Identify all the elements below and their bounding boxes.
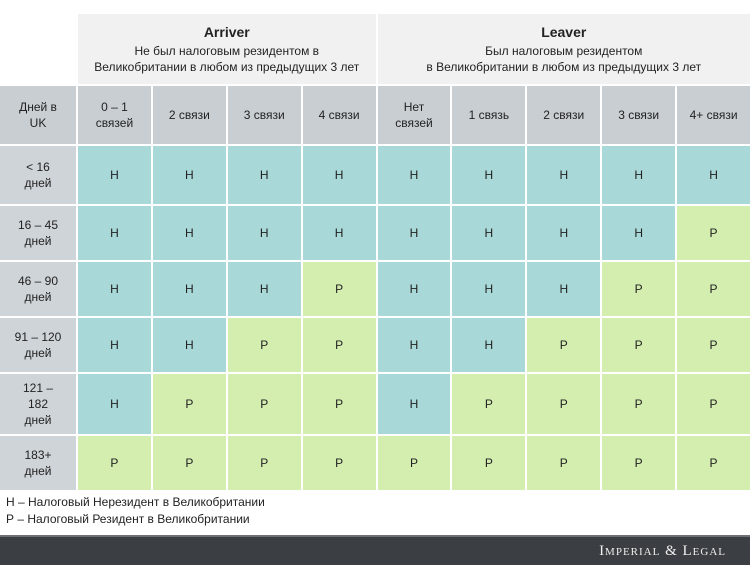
column-header: 4 связи (303, 86, 376, 144)
table-cell: Р (527, 436, 600, 490)
table-cell: Р (452, 374, 525, 434)
table-cell: Н (303, 146, 376, 204)
corner-header: Дней в UK (0, 86, 76, 144)
table-cell: Н (378, 146, 451, 204)
group-desc: Был налоговым резидентом (485, 43, 643, 58)
row-header: 183+ дней (0, 436, 76, 490)
column-header: 4+ связи (677, 86, 750, 144)
table-cell: Р (378, 436, 451, 490)
table-cell: Н (78, 206, 151, 260)
row-header: 16 – 45 дней (0, 206, 76, 260)
table-cell: Р (153, 436, 226, 490)
table-cell: Р (677, 206, 750, 260)
table-cell: Р (303, 374, 376, 434)
residence-table (0, 14, 750, 490)
group-header-leaver (378, 14, 750, 84)
group-header-arriver (78, 14, 376, 84)
group-title: Leaver (541, 23, 587, 40)
table-cell: Н (452, 206, 525, 260)
table-cell: Н (452, 318, 525, 372)
group-desc: Не был налоговым резидентом в (134, 43, 320, 58)
table-cell: Р (527, 374, 600, 434)
table-cell: Н (527, 262, 600, 316)
empty-corner (0, 14, 76, 84)
table-cell: Н (228, 262, 301, 316)
table-cell: Н (153, 262, 226, 316)
table-cell: Н (378, 374, 451, 434)
row-header: 121 – 182 дней (0, 374, 76, 434)
table-cell: Р (153, 374, 226, 434)
table-cell: Р (677, 374, 750, 434)
table-cell: Н (452, 262, 525, 316)
table-cell: Р (228, 436, 301, 490)
group-desc: Великобритании в любом из предыдущих 3 лет (94, 59, 360, 74)
table-cell: Н (153, 146, 226, 204)
table-cell: Р (303, 318, 376, 372)
imperial-legal-logo: Imperial & Legal (599, 543, 726, 559)
legend-resident: Р – Налоговый Резидент в Великобритании (6, 512, 250, 526)
footer-bar (0, 535, 750, 565)
column-header: 0 – 1 связей (78, 86, 151, 144)
table-cell: Р (527, 318, 600, 372)
table-cell: Р (677, 318, 750, 372)
table-cell: Р (602, 262, 675, 316)
table-cell: Р (677, 436, 750, 490)
table-cell: Н (228, 206, 301, 260)
table-cell: Р (602, 374, 675, 434)
table-cell: Н (228, 146, 301, 204)
table-cell: Н (527, 146, 600, 204)
table-cell: Н (78, 318, 151, 372)
column-header: 1 связь (452, 86, 525, 144)
table-cell: Н (378, 206, 451, 260)
table-cell: Н (78, 146, 151, 204)
table-cell: Н (602, 206, 675, 260)
table-cell: Н (303, 206, 376, 260)
table-cell: Р (677, 262, 750, 316)
row-header: < 16 дней (0, 146, 76, 204)
group-desc: в Великобритании в любом из предыдущих 3 лет (426, 59, 702, 74)
table-cell: Н (602, 146, 675, 204)
column-header: Нет связей (378, 86, 451, 144)
column-header: 2 связи (527, 86, 600, 144)
table-cell: Н (452, 146, 525, 204)
table-cell: Р (303, 262, 376, 316)
table-cell: Н (378, 262, 451, 316)
column-header: 3 связи (228, 86, 301, 144)
table-cell: Р (602, 318, 675, 372)
row-header: 91 – 120 дней (0, 318, 76, 372)
table-cell: Р (78, 436, 151, 490)
legend (6, 494, 265, 528)
column-header: 2 связи (153, 86, 226, 144)
table-cell: Н (78, 262, 151, 316)
column-header: 3 связи (602, 86, 675, 144)
table-cell: Н (153, 206, 226, 260)
group-title: Arriver (203, 23, 250, 40)
table-cell: Р (228, 318, 301, 372)
table-cell: Н (153, 318, 226, 372)
row-header: 46 – 90 дней (0, 262, 76, 316)
table-cell: Р (303, 436, 376, 490)
table-cell: Н (78, 374, 151, 434)
table-cell: Р (228, 374, 301, 434)
table-cell: Р (602, 436, 675, 490)
legend-nonresident: Н – Налоговый Нерезидент в Великобритании (6, 495, 265, 509)
table-cell: Н (378, 318, 451, 372)
table-cell: Н (527, 206, 600, 260)
table-cell: Р (452, 436, 525, 490)
table-cell: Н (677, 146, 750, 204)
